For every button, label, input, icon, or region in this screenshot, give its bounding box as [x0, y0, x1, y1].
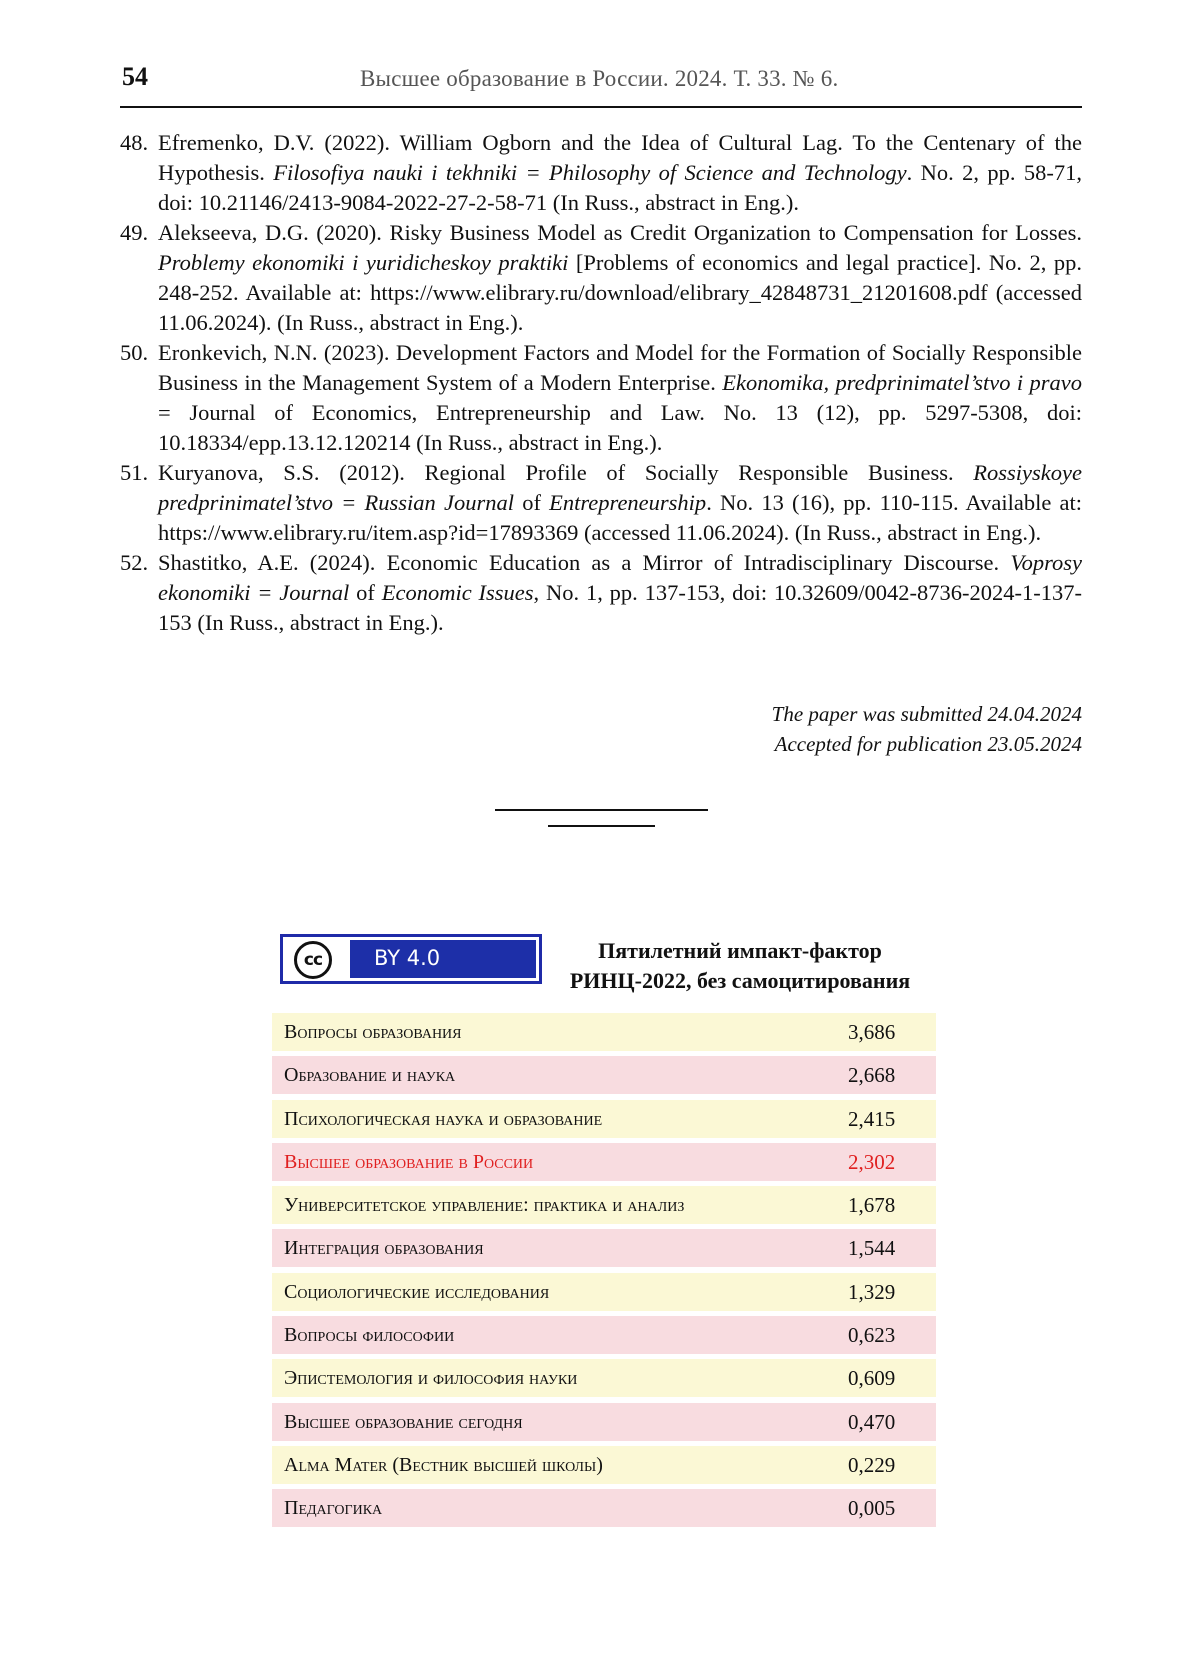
page-number: 54: [122, 62, 148, 91]
reference-item: [120, 458, 1082, 548]
reference-text: = Journal of Economics, Entrepreneurship and Law. No. 13 (12), pp. 5297-5308, doi: 10.18334/epp.13.12.120214 (In Russ., abstract in Eng.).: [158, 400, 1082, 455]
reference-title-italic: Ekonomika, predprinimatel’stvo i pravo: [722, 370, 1082, 395]
accepted-date: Accepted for publication 23.05.2024: [774, 732, 1082, 756]
running-head: Высшее образование в России. 2024. Т. 33. № 6.: [360, 66, 839, 91]
table-row: [272, 1100, 936, 1138]
cc-license-bar: [286, 940, 536, 978]
reference-number: 52.: [120, 550, 149, 575]
reference-number: 49.: [120, 220, 149, 245]
table-row: [272, 1403, 936, 1441]
table-row: [272, 1143, 936, 1181]
impact-title-line2: РИНЦ-2022, без самоцитирования: [569, 968, 911, 993]
section-divider-short: [548, 825, 655, 827]
impact-value: 3,686: [848, 1020, 896, 1044]
reference-number: 48.: [120, 130, 149, 155]
reference-text: Alekseeva, D.G. (2020). Risky Business Model as Credit Organization to Compensation for Losses.: [158, 220, 1082, 245]
table-row: [272, 1056, 936, 1094]
table-row: [272, 1186, 936, 1224]
table-row: [272, 1273, 936, 1311]
creative-commons-icon: cc: [294, 941, 332, 979]
reference-title-italic: Entrepreneurship: [549, 490, 707, 515]
journal-name: Образование и наука: [284, 1064, 456, 1087]
impact-factor-title: [560, 936, 920, 996]
reference-text: , No. 1, pp. 137-153, doi: 10.32609/0042-8736-2024-1-137-153 (In Russ., abstract in Eng.).: [158, 580, 1083, 635]
journal-name: Alma Mater (Вестник высшей школы): [284, 1453, 603, 1476]
impact-value: 0,609: [848, 1366, 896, 1391]
reference-number: 51.: [120, 460, 149, 485]
impact-factor-table: [272, 1013, 936, 1533]
impact-value: 1,329: [848, 1279, 896, 1304]
impact-value: 1,544: [848, 1236, 896, 1261]
submitted-date: The paper was submitted 24.04.2024: [771, 702, 1082, 726]
impact-value: 0,623: [848, 1323, 896, 1348]
table-row: [272, 1359, 936, 1397]
table-row: [272, 1229, 936, 1267]
reference-text: Efremenko, D.V. (2022). William Ogborn and the Idea of Cultural Lag. To the Centenary of the Hypothesis.: [158, 130, 1082, 185]
reference-text: Eronkevich, N.N. (2023). Development Factors and Model for the Formation of Socially Responsible Business in the Management System of a Modern Enterprise.: [158, 340, 1082, 395]
impact-value: 2,415: [848, 1106, 896, 1131]
reference-title-italic: Economic Issues: [381, 580, 534, 605]
journal-name: Социологические исследования: [284, 1280, 550, 1303]
impact-value: 2,668: [848, 1063, 896, 1088]
table-row: [272, 1489, 936, 1527]
journal-name: Психологическая наука и образование: [284, 1107, 603, 1130]
submission-dates: [582, 699, 1082, 759]
journal-name: Высшее образование сегодня: [284, 1410, 523, 1433]
impact-value: 0,229: [848, 1452, 896, 1477]
journal-name: Университетское управление: практика и анализ: [284, 1194, 685, 1217]
reference-item: [120, 128, 1082, 218]
reference-title-italic: Voprosy ekonomiki = Journal: [158, 550, 1082, 605]
journal-name: Педагогика: [284, 1497, 383, 1520]
cc-logo-area: [286, 940, 350, 978]
table-row: [272, 1446, 936, 1484]
reference-text: [Problems of economics and legal practice]. No. 2, pp. 248-252. Available at: https://www.elibrary.ru/download/elibrary_42848731_21201608.pdf (accessed 11.06.2024). (In Russ., abstract in Eng.).: [158, 250, 1083, 335]
reference-title-italic: Filosofiya nauki i tekhniki = Philosophy of Science and Technology: [273, 160, 907, 185]
impact-value: 2,302: [848, 1149, 896, 1174]
impact-value: 1,678: [848, 1193, 896, 1218]
reference-item: [120, 338, 1082, 458]
reference-text: Shastitko, A.E. (2024). Economic Education as a Mirror of Intradisciplinary Discourse.: [158, 550, 1011, 575]
impact-value: 0,470: [848, 1409, 896, 1434]
reference-item: [120, 548, 1082, 638]
reference-title-italic: Problemy ekonomiki i yuridicheskoy praktiki: [158, 250, 569, 275]
license-label: BY 4.0: [374, 946, 441, 970]
section-divider-long: [495, 809, 708, 811]
impact-value: 0,005: [848, 1496, 896, 1521]
journal-name: Вопросы образования: [284, 1021, 462, 1043]
reference-text: of: [349, 580, 382, 605]
reference-text: . No. 13 (16), pp. 110-115. Available at: https://www.elibrary.ru/item.asp?id=17893369 (accessed 11.06.2024). (In Russ., abstract in Eng.).: [158, 490, 1082, 545]
reference-list: [120, 128, 1082, 638]
journal-name: Высшее образование в России: [284, 1150, 534, 1173]
impact-title-line1: Пятилетний импакт-фактор: [598, 938, 882, 963]
reference-text: Kuryanova, S.S. (2012). Regional Profile of Socially Responsible Business.: [158, 460, 974, 485]
reference-text: . No. 2, pp. 58-71, doi: 10.21146/2413-9084-2022-27-2-58-71 (In Russ., abstract in Eng.).: [158, 160, 1082, 215]
cc-license-badge: [280, 934, 542, 984]
reference-text: of: [514, 490, 550, 515]
journal-name: Эпистемология и философия науки: [284, 1367, 578, 1390]
journal-name: Интеграция образования: [284, 1237, 484, 1260]
page-header: [120, 60, 1082, 108]
reference-item: [120, 218, 1082, 338]
table-row: [272, 1013, 936, 1051]
table-row: [272, 1316, 936, 1354]
reference-title-italic: Rossiyskoye predprinimatel’stvo = Russian Journal: [158, 460, 1082, 515]
reference-number: 50.: [120, 340, 149, 365]
journal-name: Вопросы философии: [284, 1324, 455, 1347]
